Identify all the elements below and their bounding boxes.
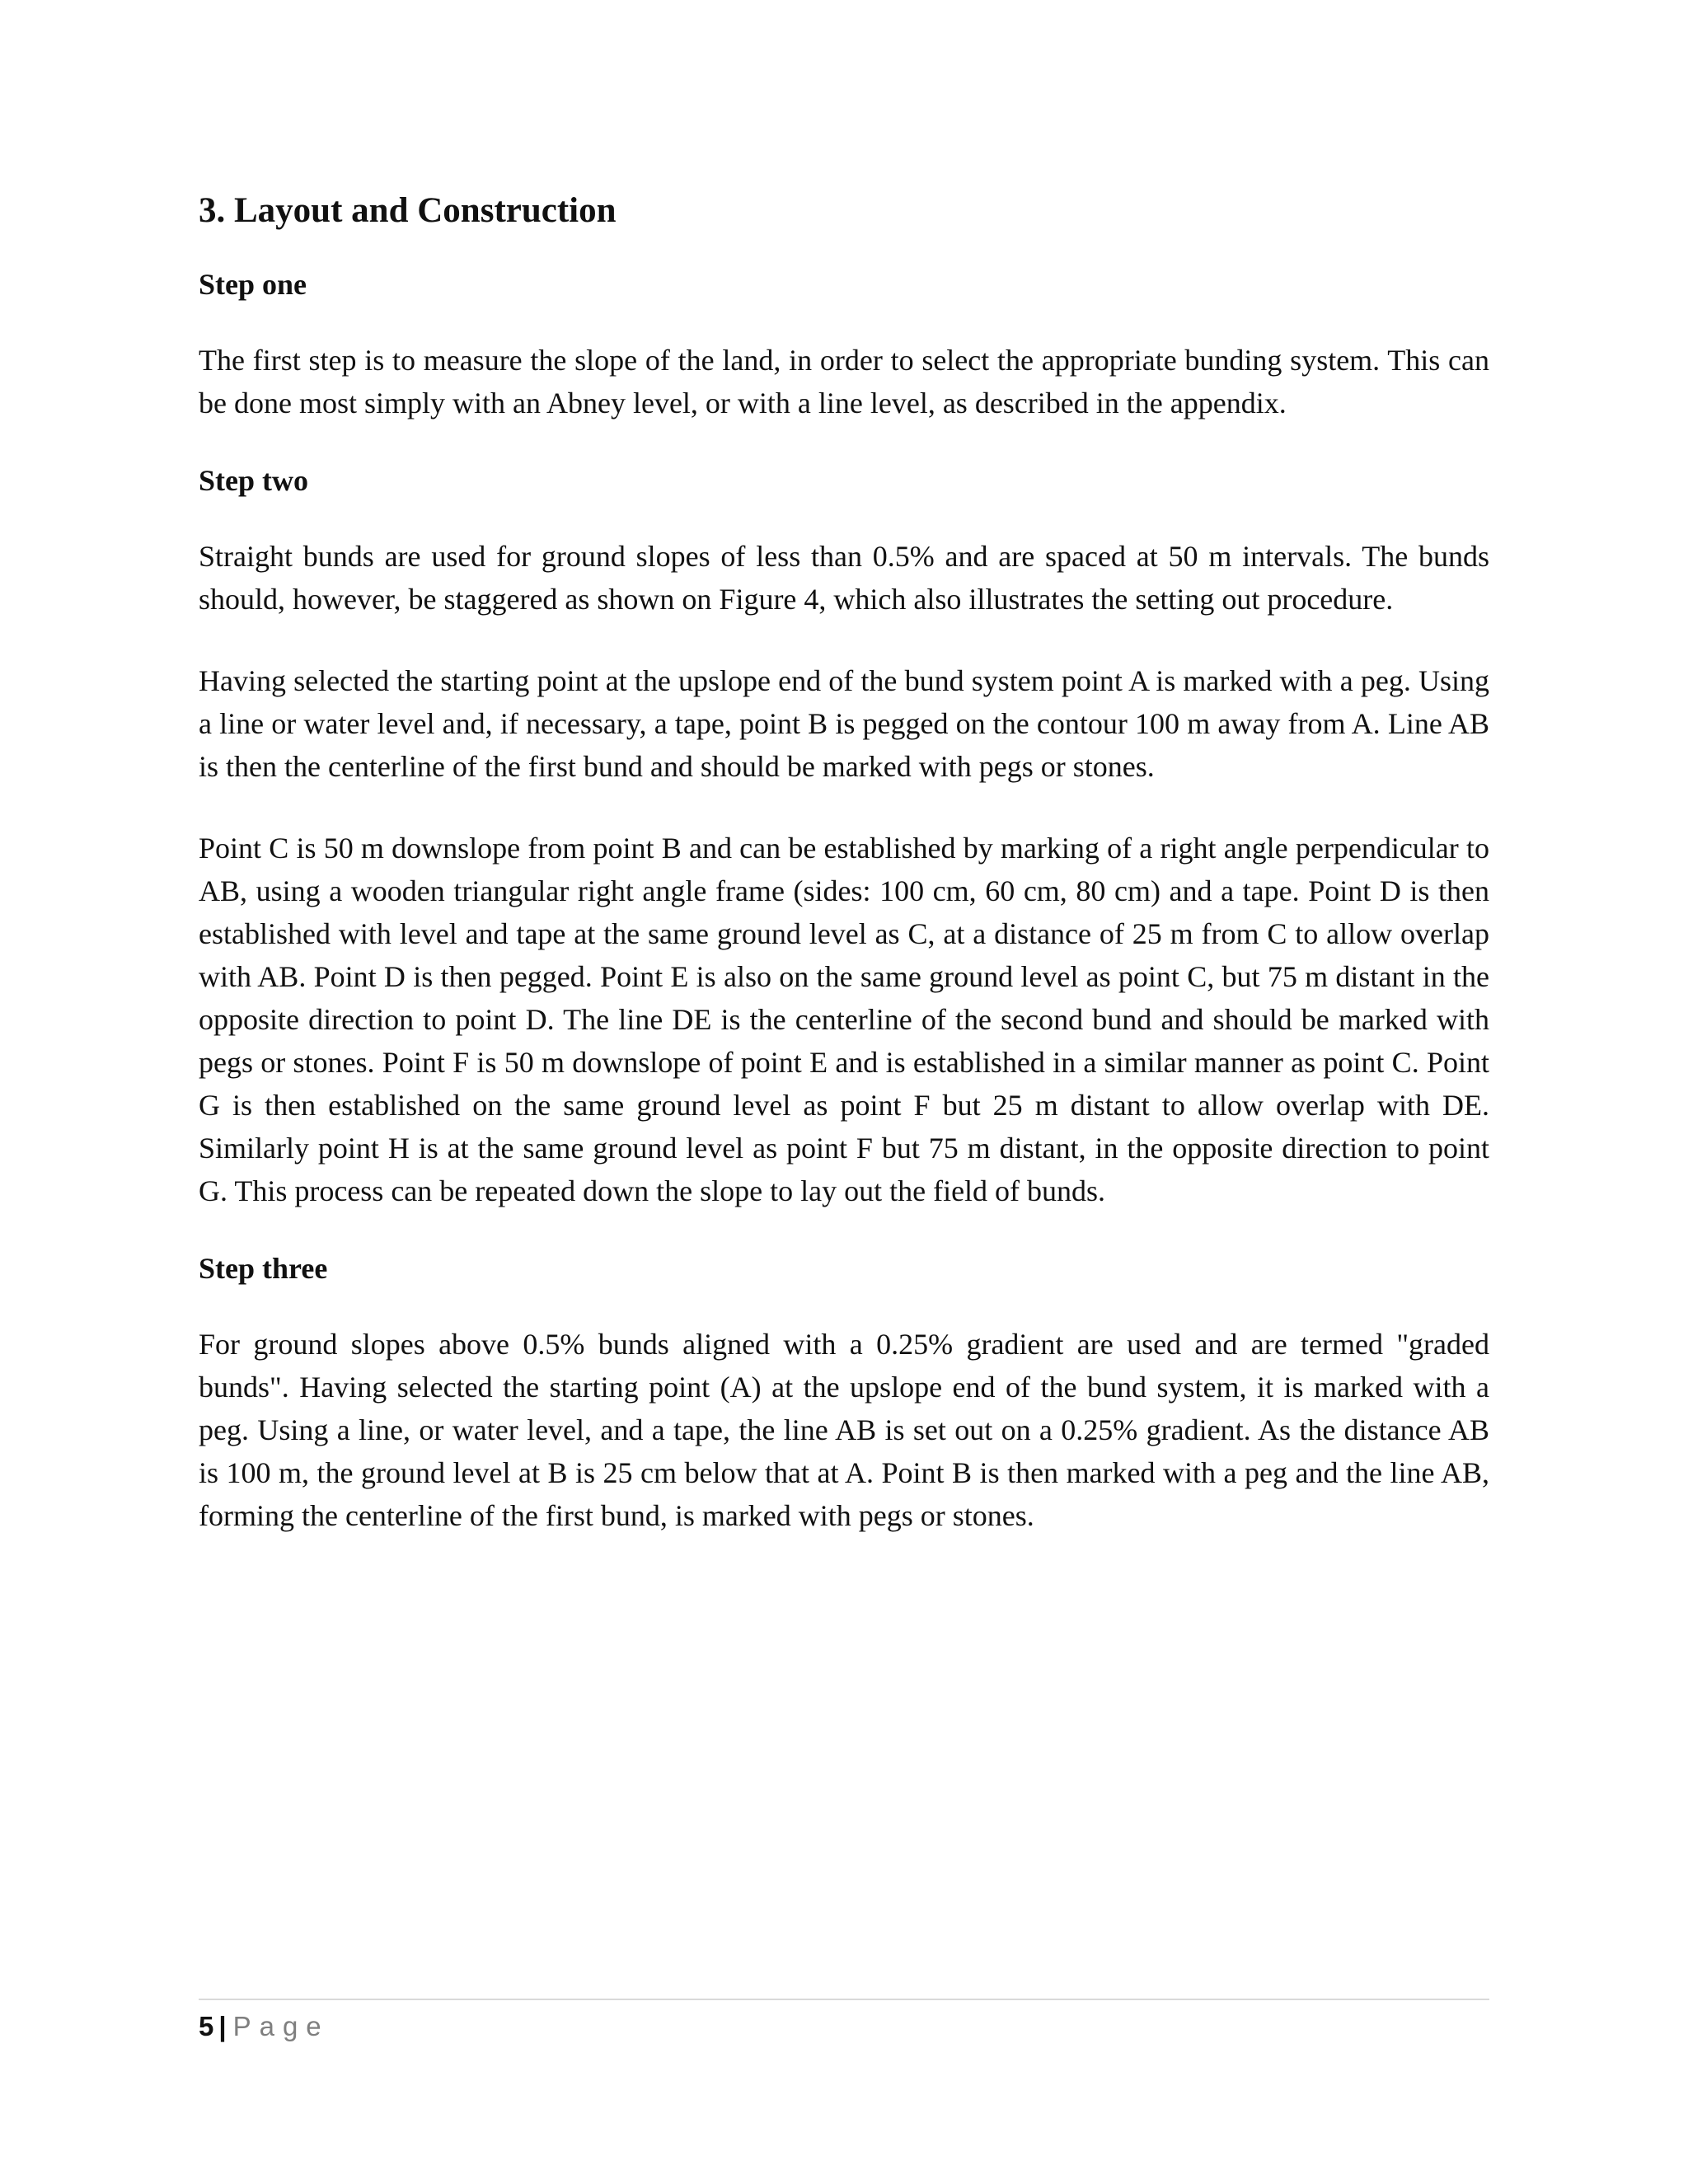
step-three-paragraph-1: For ground slopes above 0.5% bunds aligned with a 0.25% gradient are used and are termed "graded bunds". Having selected the starting point (A) at the upslope end of the bund system, it is marked with a peg. Using a line, or water level, and a tape, the line AB is set out on a 0.25% gradient. As the distance AB is 100 m, the ground level at B is 25 cm below that at A. Point B is then marked with a peg and the line AB, forming the centerline of the first bund, is marked with pegs or stones. [199, 1328, 1489, 1533]
section-title: 3. Layout and Construction [199, 191, 617, 230]
step-two-paragraph-3: Point C is 50 m downslope from point B and can be established by marking of a right angle perpendicular to AB, using a wooden triangular right angle frame (sides: 100 cm, 60 cm, 80 cm) and a tape. Point D is then established with level and tape at the same ground level as C, at a distance of 25 m from C to allow overlap with AB. Point D is then pegged. Point E is also on the same ground level as point C, but 75 m distant in the opposite direction to point D. The line DE is the centerline of the second bund and should be marked with pegs or stones. Point F is 50 m downslope of point E and is established in a similar manner as point C. Point G is then established on the same ground level as point F but 25 m distant to allow overlap with DE. Similarly point H is at the same ground level as point F but 75 m distant, in the opposite direction to point G. This process can be repeated down the slope to lay out the field of bunds. [199, 831, 1489, 1207]
footer-divider [199, 1999, 1489, 2000]
document-page [199, 190, 1489, 1576]
step-one-heading: Step one [199, 267, 307, 301]
page-footer [199, 1999, 1489, 2045]
page-number-line [199, 2008, 1489, 2045]
step-two-heading: Step two [199, 463, 308, 497]
step-two-paragraph-2: Having selected the starting point at the upslope end of the bund system point A is marked with a peg. Using a line or water level and, if necessary, a tape, point B is pegged on the contour 100 m away from A. Line AB is then the centerline of the first bund and should be marked with pegs or stones. [199, 663, 1489, 783]
step-two-paragraph-1: Straight bunds are used for ground slopes of less than 0.5% and are spaced at 50 m intervals. The bunds should, however, be staggered as shown on Figure 4, which also illustrates the setting out procedure. [199, 539, 1489, 616]
page-separator: | [218, 2011, 227, 2041]
page-number: 5 [199, 2011, 214, 2041]
step-one-paragraph-1: The first step is to measure the slope of the land, in order to select the appropriate bunding system. This can be done most simply with an Abney level, or with a line level, as described in the appendix. [199, 343, 1489, 419]
page-label: Page [232, 2011, 330, 2041]
step-three-heading: Step three [199, 1251, 328, 1285]
